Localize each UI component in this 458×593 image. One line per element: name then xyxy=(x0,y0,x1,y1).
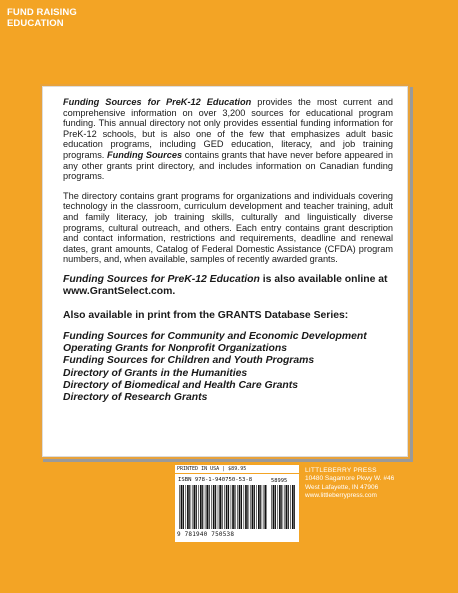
barcode-bar xyxy=(232,485,234,529)
series-item: Funding Sources for Children and Youth Programs xyxy=(63,355,315,367)
price-line: PRINTED IN USA | $89.95 xyxy=(175,465,299,473)
barcode-bar xyxy=(290,485,291,529)
barcode-bar xyxy=(247,485,248,529)
barcode-bar xyxy=(237,485,238,529)
barcode-bar xyxy=(264,485,266,529)
barcode-bar xyxy=(202,485,203,529)
barcode-bar xyxy=(256,485,257,529)
barcode-bar xyxy=(192,485,193,529)
barcode-bar xyxy=(196,485,197,529)
publisher-address-2: West Lafayette, IN 47906 xyxy=(305,483,379,491)
category-label xyxy=(7,7,77,29)
barcode-bar xyxy=(183,485,184,529)
intro-text-b: contains grants that have never before appeared in any other grants print directory, and includes information on Canadian funding programs. xyxy=(63,149,393,182)
barcode-bar xyxy=(281,485,282,529)
barcode-bar xyxy=(239,485,241,529)
barcode-bar xyxy=(244,485,245,529)
series-item: Directory of Biomedical and Health Care Grants xyxy=(63,379,299,391)
barcode-bar xyxy=(206,485,208,529)
series-intro: Also available in print from the GRANTS Database Series: xyxy=(63,309,349,321)
ean-number: 9 781940 750538 xyxy=(177,531,235,538)
barcode-bar xyxy=(254,485,255,529)
series-item: Directory of Research Grants xyxy=(63,391,208,403)
series-item: Directory of Grants in the Humanities xyxy=(63,367,248,379)
barcode-bar xyxy=(213,485,215,529)
barcode-bar xyxy=(219,485,221,529)
barcode-bar xyxy=(288,485,289,529)
barcode-bar xyxy=(284,485,285,529)
book-title: Funding Sources for PreK-12 Education xyxy=(63,97,252,107)
barcode-bar xyxy=(189,485,190,529)
barcode-bar xyxy=(258,485,260,529)
book-short-title: Funding Sources xyxy=(106,149,183,160)
barcode-bar xyxy=(215,485,216,529)
publisher-website: www.littleberrypress.com xyxy=(305,492,377,500)
category-line-2: EDUCATION xyxy=(7,18,64,29)
barcode-bar xyxy=(205,485,206,529)
barcode-bar xyxy=(218,485,219,529)
barcode-bar xyxy=(228,485,229,529)
barcode-bar xyxy=(252,485,254,529)
barcode-bar xyxy=(275,485,276,529)
addon-number: 58995 xyxy=(271,478,288,484)
barcode-bar xyxy=(211,485,212,529)
barcode-bar xyxy=(187,485,189,529)
isbn-text: ISBN 978-1-940750-53-8 xyxy=(178,477,253,483)
barcode-bar xyxy=(209,485,210,529)
barcode-bar xyxy=(181,485,183,529)
barcode-bar xyxy=(245,485,247,529)
barcode-bar xyxy=(234,485,235,529)
barcode-bar xyxy=(198,485,199,529)
barcode-bar xyxy=(200,485,202,529)
barcode-bar xyxy=(271,485,272,529)
barcode-bar xyxy=(294,485,295,529)
barcode-bar xyxy=(250,485,251,529)
barcode-bar xyxy=(231,485,232,529)
category-line-1: FUND RAISING xyxy=(7,7,77,18)
barcode-bar xyxy=(260,485,261,529)
barcode xyxy=(175,466,299,542)
series-item: Funding Sources for Community and Economic Development xyxy=(63,330,367,342)
barcode-bar xyxy=(263,485,264,529)
intro-text-a: provides the most current and comprehensive information on over 3,200 sources for educational program funding. This annual directory not only provides essential funding information for PreK-12 schools, but is also one of the few that emphasizes adult basic education programs, including GED education, literacy, and job training programs. xyxy=(63,97,393,160)
addon-bars xyxy=(271,485,295,529)
barcode-bar xyxy=(273,485,275,529)
barcode-bar xyxy=(194,485,196,529)
barcode-bar xyxy=(292,485,294,529)
barcode-bar xyxy=(277,485,278,529)
publisher-name: LITTLEBERRY PRESS xyxy=(305,467,377,474)
barcode-bar xyxy=(279,485,281,529)
series-list xyxy=(63,331,393,404)
online-book-title: Funding Sources for PreK-12 Education xyxy=(63,273,260,285)
publisher-address-1: 10480 Sagamore Pkwy W. #46 xyxy=(305,475,395,483)
online-text: is also available online at www.GrantSelect.com. xyxy=(63,273,388,297)
barcode-bar xyxy=(286,485,288,529)
barcode-bar xyxy=(222,485,223,529)
barcode-bar xyxy=(179,485,180,529)
description-text xyxy=(63,97,393,404)
publisher-info xyxy=(305,467,394,501)
barcode-bars xyxy=(179,485,267,529)
series-item: Operating Grants for Nonprofit Organizations xyxy=(63,343,287,355)
barcode-bar xyxy=(224,485,225,529)
coverage-paragraph: The directory contains grant programs for organizations and individuals covering technology in the classroom, curriculum development and teacher training, adult and family literacy, job training skills, culturally and linguistically diverse programs, cultural outreach, and others. Each entry contains grant description and contact information, restrictions and requirements, deadline and renewal dates, grant amounts, Catalog of Federal Domestic Assistance (CFDA) program numbers, and, when available, samples of recently awarded grants. xyxy=(63,190,393,265)
online-paragraph xyxy=(63,274,393,298)
barcode-bar xyxy=(226,485,228,529)
barcode-bar xyxy=(185,485,186,529)
barcode-bar xyxy=(241,485,242,529)
intro-paragraph xyxy=(63,97,393,182)
